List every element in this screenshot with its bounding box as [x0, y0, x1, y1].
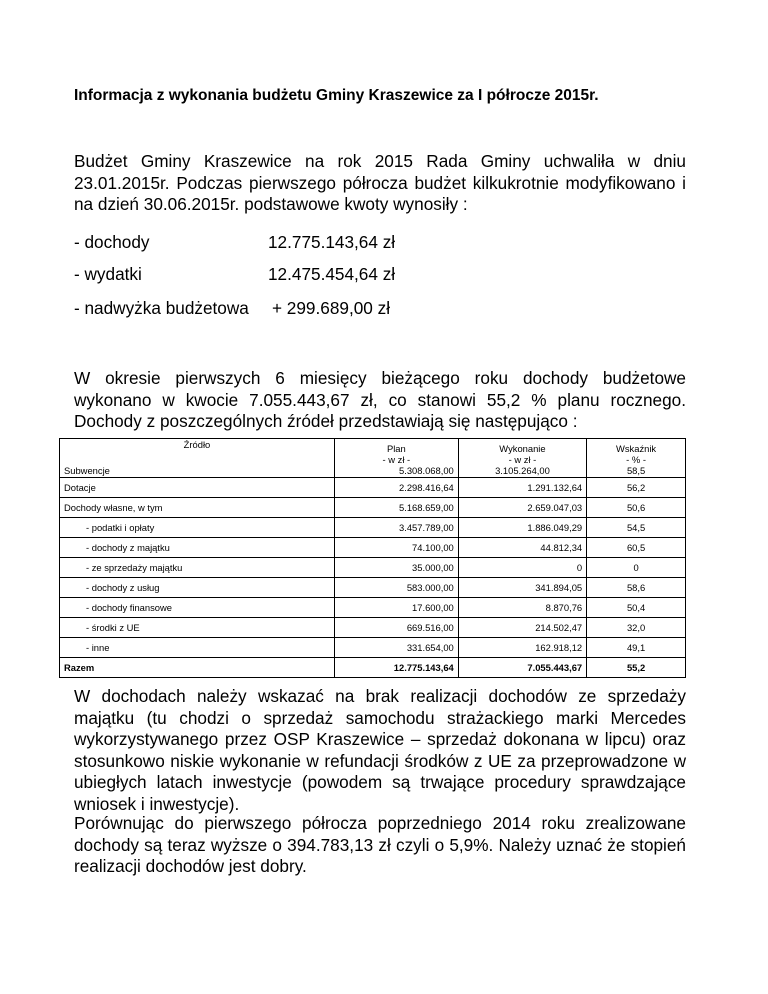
row-source: - dochody finansowe	[60, 598, 335, 618]
row-exec: 8.870,76	[458, 598, 586, 618]
row-source: - podatki i opłaty	[60, 518, 335, 538]
table-row	[60, 558, 686, 578]
first-row-source: Subwencje	[64, 465, 110, 476]
row-plan: 669.516,00	[334, 618, 458, 638]
row-plan: 2.298.416,64	[334, 478, 458, 498]
row-plan: 35.000,00	[334, 558, 458, 578]
row-ratio: 49,1	[587, 638, 686, 658]
amount-surplus	[74, 298, 391, 319]
header-ratio-cell	[587, 439, 686, 478]
first-row-plan: 5.308.068,00	[399, 465, 454, 476]
row-ratio: 56,2	[587, 478, 686, 498]
row-plan: 583.000,00	[334, 578, 458, 598]
income-table	[59, 438, 686, 678]
amount-value: 12.775.143,64 zł	[268, 232, 396, 252]
table-row	[60, 518, 686, 538]
table-row	[60, 638, 686, 658]
first-row-exec: 3.105.264,00	[495, 465, 550, 476]
header-ratio-line1: Wskaźnik	[616, 443, 657, 454]
row-plan: 3.457.789,00	[334, 518, 458, 538]
header-exec-line2: - w zł -	[508, 454, 537, 465]
total-ratio: 55,2	[587, 658, 686, 678]
row-ratio: 54,5	[587, 518, 686, 538]
total-exec: 7.055.443,67	[458, 658, 586, 678]
compare-paragraph: Porównując do pierwszego półrocza poprzedniego 2014 roku zrealizowane dochody są teraz wyższe o 394.783,13 zł czyli o 5,9%. Należy uznać że stopień realizacji dochodów jest dobry.	[74, 813, 686, 876]
row-source: - inne	[60, 638, 335, 658]
amount-label: - wydatki	[74, 264, 142, 284]
document-title: Informacja z wykonania budżetu Gminy Kraszewice za I półrocze 2015r.	[74, 87, 599, 104]
amount-expenses	[74, 264, 396, 285]
row-ratio: 0	[587, 558, 686, 578]
amount-value: + 299.689,00 zł	[272, 298, 391, 318]
header-exec-line1: Wykonanie	[499, 443, 546, 454]
row-ratio: 50,6	[587, 498, 686, 518]
table-row	[60, 498, 686, 518]
header-ratio-line2: - % -	[626, 454, 646, 465]
amount-value: 12.475.454,64 zł	[268, 264, 396, 284]
amount-income	[74, 232, 396, 253]
row-source: - środki z UE	[60, 618, 335, 638]
row-ratio: 60,5	[587, 538, 686, 558]
table-row	[60, 578, 686, 598]
header-plan-line2: - w zł -	[382, 454, 411, 465]
amount-label: - nadwyżka budżetowa	[74, 298, 249, 318]
row-plan: 331.654,00	[334, 638, 458, 658]
row-source: - dochody z majątku	[60, 538, 335, 558]
row-exec: 214.502,47	[458, 618, 586, 638]
row-plan: 74.100,00	[334, 538, 458, 558]
row-exec: 2.659.047,03	[458, 498, 586, 518]
table-row	[60, 598, 686, 618]
header-plan-cell	[334, 439, 458, 478]
row-plan: 17.600,00	[334, 598, 458, 618]
table-header-row	[60, 439, 686, 478]
row-plan: 5.168.659,00	[334, 498, 458, 518]
row-ratio: 50,4	[587, 598, 686, 618]
amount-label: - dochody	[74, 232, 150, 252]
total-plan: 12.775.143,64	[334, 658, 458, 678]
row-exec: 162.918,12	[458, 638, 586, 658]
table-row	[60, 538, 686, 558]
intro-paragraph: Budżet Gminy Kraszewice na rok 2015 Rada Gminy uchwaliła w dniu 23.01.2015r. Podczas pierwszego półrocza budżet kilkukrotnie modyfikowano i na dzień 30.06.2015r. podstawowe kwoty wynosiły :	[74, 151, 686, 214]
header-plan	[339, 443, 454, 465]
table-row	[60, 478, 686, 498]
table-total-row	[60, 658, 686, 678]
first-row-ratio: 58,5	[626, 465, 646, 476]
row-exec: 44.812,34	[458, 538, 586, 558]
row-source: - dochody z usług	[60, 578, 335, 598]
header-source-cell	[60, 439, 335, 478]
header-source: Źródło	[183, 439, 211, 450]
row-exec: 1.291.132,64	[458, 478, 586, 498]
row-exec: 1.886.049,29	[458, 518, 586, 538]
header-plan-line1: Plan	[386, 443, 406, 454]
row-exec: 0	[458, 558, 586, 578]
row-source: Dochody własne, w tym	[60, 498, 335, 518]
row-source: Dotacje	[60, 478, 335, 498]
row-source: - ze sprzedaży majątku	[60, 558, 335, 578]
header-exec-cell	[458, 439, 586, 478]
table-row	[60, 618, 686, 638]
total-source: Razem	[60, 658, 335, 678]
sale-paragraph: W dochodach należy wskazać na brak realizacji dochodów ze sprzedaży majątku (tu chodzi o sprzedaż samochodu strażackiego marki Mercedes wykorzystywanego przez OSP Kraszewice – sprzedaż dokonana w lipcu) oraz stosunkowo niskie wykonanie w refundacji środków z UE za przeprowadzone w ubiegłych latach inwestycje (powodem są trwające procedury sprawdzające wniosek i inwestycje).	[74, 686, 686, 814]
row-ratio: 32,0	[587, 618, 686, 638]
row-ratio: 58,6	[587, 578, 686, 598]
row-exec: 341.894,05	[458, 578, 586, 598]
income-paragraph: W okresie pierwszych 6 miesięcy bieżącego roku dochody budżetowe wykonano w kwocie 7.055.443,67 zł, co stanowi 55,2 % planu rocznego. Dochody z poszczególnych źródeł przedstawiają się następująco :	[74, 368, 686, 431]
